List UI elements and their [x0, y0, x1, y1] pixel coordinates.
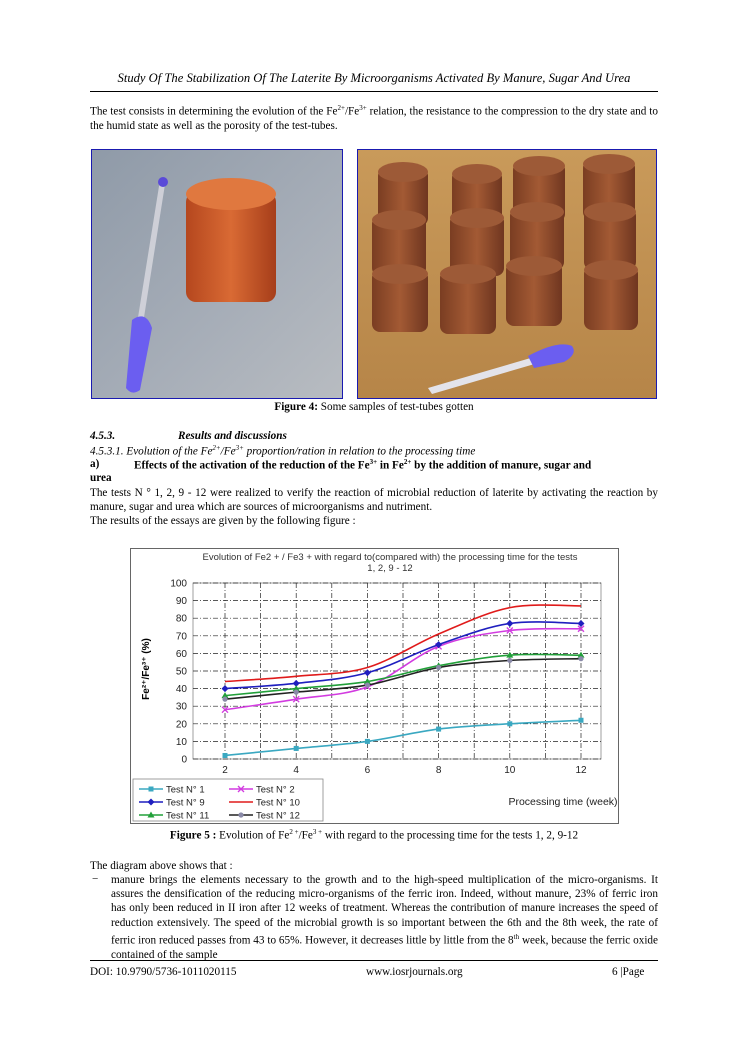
item-a-title-cont: urea: [90, 472, 112, 484]
data-point: [149, 787, 154, 792]
data-point: [294, 690, 299, 695]
legend-label: Test N° 10: [256, 797, 300, 809]
chart-title-line1: Evolution of Fe2 + / Fe3 + with regard to(compared with) the processing time for the tests: [202, 552, 578, 563]
x-tick-label: 10: [504, 765, 516, 776]
x-tick-label: 12: [575, 765, 587, 776]
legend-label: Test N° 9: [166, 797, 205, 809]
figure4-caption: Figure 4: Some samples of test-tubes gotten: [274, 401, 474, 413]
running-header: Study Of The Stabilization Of The Laterite By Microorganisms Activated By Manure, Sugar And Urea: [117, 71, 631, 85]
data-point: [238, 812, 243, 817]
discussion-bullet-1: manure brings the elements necessary to the growth and to the high-speed multiplication of the micro-organisms. It assures the densification of the reducing micro-organisms of the ferric iron. Indeed, without manure, 23% of ferric iron has only been reduced in II iron after 12 weeks of treatment. Whereas the contribution of manure increases the speed of reduction extensively. The speed of the microbial growth is so important between the 6th and the 8th week, the rate of ferric iron reduced passes from 43 to 65%. However, it decreases little by little from the 8th week, because the ferric oxide contained of the sample: [111, 874, 658, 961]
data-point: [436, 665, 441, 670]
y-tick-label: 80: [175, 613, 187, 625]
y-tick-label: 10: [175, 736, 187, 748]
y-tick-label: 40: [175, 684, 187, 696]
y-tick-label: 70: [175, 631, 187, 643]
data-point: [506, 620, 513, 627]
data-point: [365, 682, 370, 687]
data-point: [222, 697, 227, 702]
data-point: [507, 721, 512, 726]
bullet-dash: −: [92, 873, 99, 885]
header-rule: [90, 91, 658, 92]
footer-rule: [90, 960, 658, 961]
data-point: [579, 718, 584, 723]
y-tick-label: 90: [175, 596, 187, 608]
data-point: [222, 685, 229, 692]
x-tick-label: 4: [293, 765, 299, 776]
photo-single-sample: [91, 149, 343, 399]
results-intro: The results of the essays are given by the following figure :: [90, 515, 356, 527]
footer-site[interactable]: www.iosrjournals.org: [366, 966, 463, 978]
data-point: [436, 727, 441, 732]
data-point: [365, 739, 370, 744]
chart-title-line2: 1, 2, 9 - 12: [367, 563, 413, 574]
legend-label: Test N° 11: [166, 810, 210, 822]
data-point: [364, 669, 371, 676]
legend-label: Test N° 1: [166, 784, 205, 796]
data-point: [223, 753, 228, 758]
tests-paragraph: The tests N ° 1, 2, 9 - 12 were realized to verify the reaction of microbial reduction of laterite by activating the reaction by manure, sugar and urea which are sources of microorganisms and nutriment.: [90, 487, 658, 513]
photo-sample-set: [357, 149, 657, 399]
y-tick-label: 100: [170, 578, 187, 590]
y-tick-label: 20: [175, 719, 187, 731]
footer-page: 6 |Page: [612, 966, 645, 978]
section-title: Results and discussions: [178, 430, 287, 442]
x-tick-label: 8: [435, 765, 442, 776]
y-tick-label: 30: [175, 701, 187, 713]
section-number: 4.5.3.: [90, 430, 116, 442]
intro-paragraph: The test consists in determining the evolution of the $Fe^{2+}/Fe^{3+}$ relation, the resistance to the compression to the dry state and to the humid state as well as the porosity of the test-tubes.: [90, 104, 658, 132]
figure5-chart: [130, 548, 619, 824]
legend-label: Test N° 2: [256, 784, 295, 796]
footer-doi: DOI: 10.9790/5736-1011020115: [90, 966, 237, 978]
data-point: [507, 658, 512, 663]
y-axis-label: Fe²⁺/Fe³⁺ (%): [141, 638, 152, 700]
x-axis-label: Processing time (week): [508, 796, 618, 808]
y-tick-label: 60: [175, 648, 187, 660]
y-tick-label: 0: [181, 754, 187, 766]
subsection-title: 4.5.3.1. Evolution of the $Fe^{2+}/Fe^{3+}$ proportion/ration in relation to the processing time: [90, 444, 476, 458]
item-a-title: Effects of the activation of the reduction of the $Fe^{3+}$ in $Fe^{2+}$ by the addition of manure, sugar and: [134, 458, 592, 472]
data-point: [578, 656, 583, 661]
x-tick-label: 6: [364, 765, 371, 776]
item-a-label: a): [90, 458, 100, 470]
figure5-caption: Figure 5 : Evolution of $Fe^{2 +}/Fe^{3 +}$ with regard to the processing time for the tests 1, 2, 9-12: [169, 828, 579, 842]
data-point: [294, 746, 299, 751]
discussion-intro: The diagram above shows that :: [90, 860, 233, 872]
legend-label: Test N° 12: [256, 810, 300, 822]
x-tick-label: 2: [222, 765, 228, 776]
y-tick-label: 50: [175, 666, 187, 678]
